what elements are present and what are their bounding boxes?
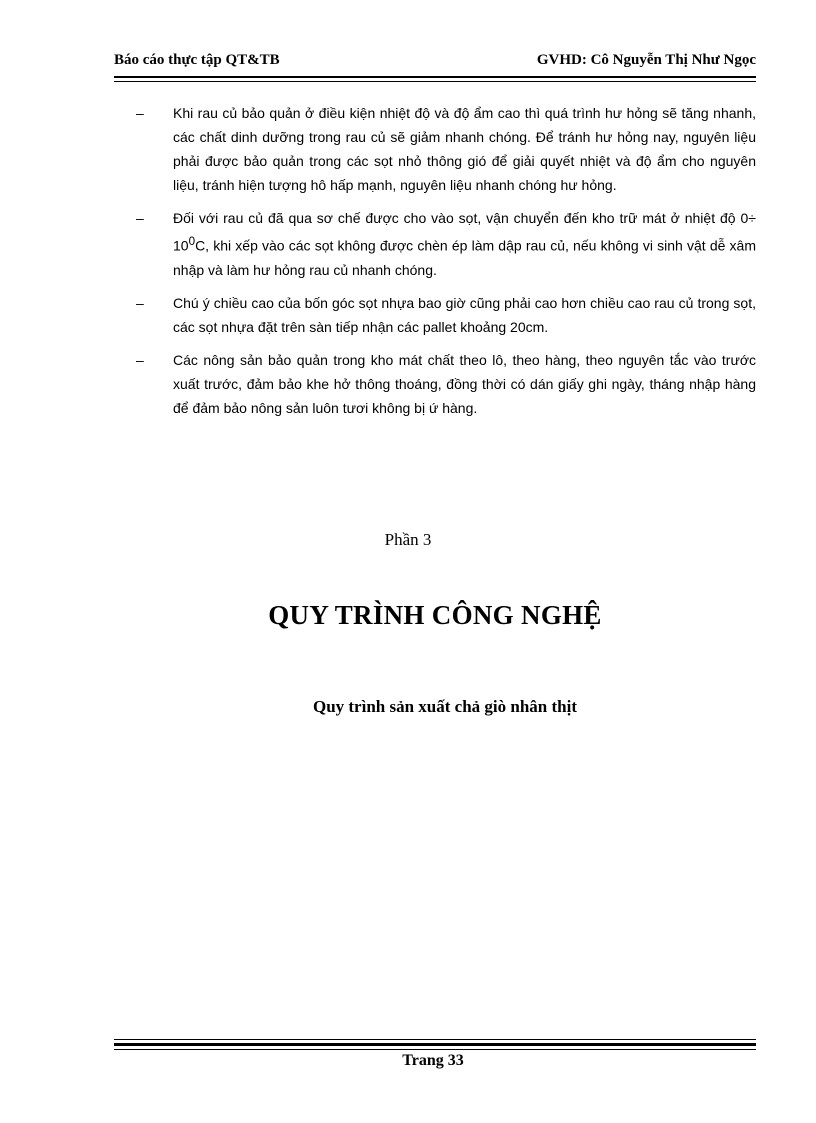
bullet-dash: – bbox=[136, 105, 144, 121]
list-item bbox=[136, 348, 756, 420]
bullet-dash: – bbox=[136, 210, 144, 226]
bullet-dash: – bbox=[136, 294, 144, 311]
chapter-title: QUY TRÌNH CÔNG NGHỆ bbox=[268, 600, 602, 630]
bullet-text: Khi rau củ bảo quản ở điều kiện nhiệt độ và độ ẩm cao thì quá trình hư hỏng sẽ tăng nhanh, các chất dinh dưỡng trong rau củ sẽ giảm nhanh chóng. Để tránh hư hỏng nay, nguyên liệu phải được bảo quản trong các sọt nhỏ thông gió để giải quyết nhiệt và độ ẩm cho nguyên liệu, tránh hiện tượng hô hấp mạnh, nguyên liệu nhanh chóng hư hỏng. bbox=[173, 105, 756, 193]
header-supervisor: GVHD: Cô Nguyễn Thị Như Ngọc bbox=[536, 52, 756, 68]
page-number: Trang 33 bbox=[402, 1052, 464, 1069]
list-item bbox=[136, 101, 756, 197]
bullet-dash: – bbox=[136, 351, 144, 368]
list-item bbox=[136, 291, 756, 339]
footer-rule-thin-lower bbox=[114, 1049, 756, 1050]
header-rule-thin bbox=[114, 81, 756, 82]
bullet-text: Chú ý chiều cao của bốn góc sọt nhựa bao giờ cũng phải cao hơn chiều cao rau củ trong sọt, các sọt nhựa đặt trên sàn tiếp nhận các pallet khoảng 20cm. bbox=[173, 294, 756, 335]
bullet-text-continued: C, khi xếp vào các sọt không được chèn ép làm dập rau củ, nếu không vi sinh vật dễ xâm nhập và làm hư hỏng rau củ nhanh chóng. bbox=[173, 237, 756, 278]
section-subtitle: Quy trình sản xuất chả giò nhân thịt bbox=[312, 697, 578, 716]
header-rule bbox=[114, 76, 756, 78]
part-label: Phần 3 bbox=[384, 530, 432, 549]
bullet-list bbox=[136, 101, 756, 429]
footer-rule-thick bbox=[114, 1043, 756, 1046]
list-item bbox=[136, 206, 756, 282]
superscript-degree: 0 bbox=[188, 235, 196, 248]
footer-rule-thin bbox=[114, 1039, 756, 1040]
page-header bbox=[114, 52, 756, 74]
bullet-text: Đối với rau củ đã qua sơ chế được cho vào sọt, vận chuyển đến kho trữ mát ở nhiệt độ 0÷ 10 bbox=[173, 210, 756, 254]
header-report-title: Báo cáo thực tập QT&TB bbox=[114, 52, 280, 68]
bullet-text: Các nông sản bảo quản trong kho mát chất theo lô, theo hàng, theo nguyên tắc vào trước xuất trước, đảm bảo khe hở thông thoáng, đồng thời có dán giấy ghi ngày, tháng nhập hàng để đảm bảo nông sản luôn tươi không bị ứ hàng. bbox=[173, 351, 756, 416]
